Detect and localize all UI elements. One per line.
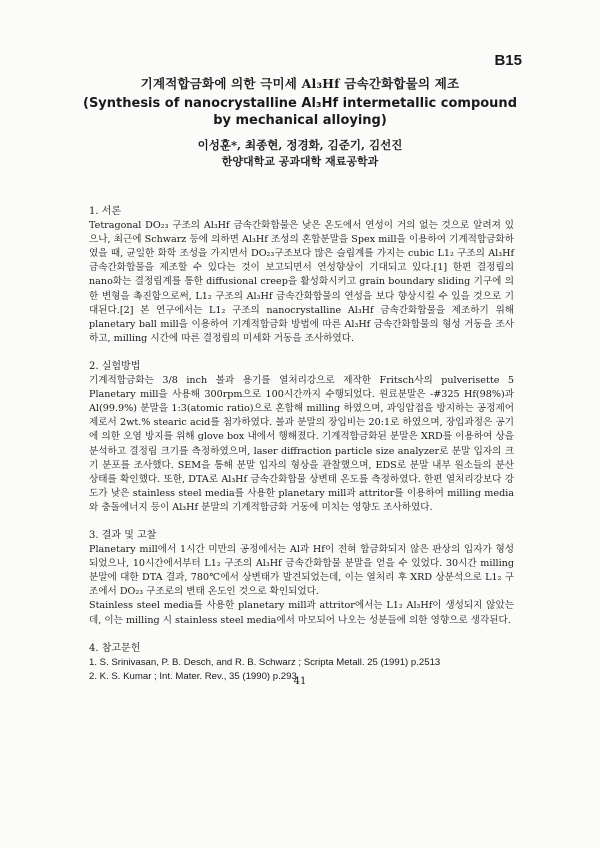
affiliation: 한양대학교 공과대학 재료공학과 xyxy=(221,155,379,168)
section-heading: 3. 결과 및 고찰 xyxy=(89,529,157,541)
page-number: 41 xyxy=(293,676,307,687)
paragraph: 기계적합금화는 3/8 inch 볼과 용기를 열처리강으로 제작한 Fritsch사의 pulverisette 5 Planetary mill을 사용해 300rpm으로 100시간까지 수행되었다. 원료분말은 -#325 Hf(98%)과 Al(99.9%) 분말을 1:3(atomic ratio)으로 혼합해 milling 하였으며, 과잉압접을 방지하는 공정제어제로서 2wt.% stearic acid를 첨가하였다. 볼과 분말의 장입비는 20:1로 하였으며, 장입과정은 공기에 의한 오염 방지를 위해 glove box 내에서 행해졌다. 기계적합금화된 분말은 XRD를 이용하여 상을 분석하고 결정립 크기를 측정하였으며, laser diffraction particle size analyzer로 분말 입자의 크기 분포를 조사했다. SEM을 통해 분말 입자의 형상을 관찰했으며, EDS로 분말 내부 원소들의 분산 상태를 확인했다. 또한, DTA로 Al₃Hf 금속간화합물 상변태 온도를 측정하였다. 한편 열처리강보다 강도가 낮은 stainless steel media를 사용한 planetary mill과 attritor를 이용하여 milling media와 충돌에너지 등이 Al₃Hf 분말의 기계적합금화 거동에 미치는 영향도 조사하였다. xyxy=(89,375,514,513)
paragraph: Planetary mill에서 1시간 미만의 공정에서는 Al과 Hf이 전혀 합금화되지 않은 판상의 입자가 형성되었으나, 10시간에서부터 L1₂ 구조의 Al₃Hf 금속간화합물 분말을 얻을 수 있었다. 30시간 milling 분말에 대한 DTA 결과, 780℃에서 상변태가 발견되었는데, 이는 열처리 후 XRD 상분석으로 L1₂ 구조에서 DO₂₃ 구조로의 변태 온도인 것으로 확인되었다. xyxy=(89,544,515,598)
section-heading: 2. 실험방법 xyxy=(89,360,141,372)
paper-body xyxy=(89,205,514,684)
paragraph: Tetragonal DO₂₃ 구조의 Al₃Hf 금속간화합물은 낮은 온도에서 연성이 거의 없는 것으로 알려져 있으나, 최근에 Schwarz 등에 의하면 Al₃Hf 조성의 혼합분말을 Spex mill을 이용하여 기계적합금화하였을 때, 균일한 화학 조성을 가지면서 DO₂₃구조보다 많은 슬립계를 가지는 cubic L1₂ 구조의 Al₃Hf 금속간화합물을 제조할 수 있다는 것이 보고되면서 연성향상이 기대되고 있다.[1] 한편 결정립의 nano화는 결정립계를 통한 diffusional creep을 활성화시키고 grain boundary sliding 기구에 의한 변형을 촉진함으로써, L1₂ 구조의 Al₃Hf 금속간화합물의 연성을 보다 향상시킬 수 있을 것으로 기대된다.[2] 본 연구에서는 L1₂ 구조의 nanocrystalline Al₃Hf 금속간화합물을 제조하기 위해 planetary ball mill을 이용하여 기계적합금화 방법에 따른 Al₃Hf 금속간화합물의 형성 거동을 조사하고, milling 시간에 따른 결정립의 미세화 거동을 조사하였다. xyxy=(89,220,514,344)
section-heading: 1. 서론 xyxy=(89,206,122,217)
section-results xyxy=(89,529,514,628)
title-block xyxy=(0,74,600,129)
korean-title: 기계적합금화에 의한 극미세 Al₃Hf 금속간화합물의 제조 xyxy=(140,76,460,91)
reference-item: 1. S. Srinivasan, P. B. Desch, and R. B. Schwarz ; Scripta Metall. 25 (1991) p.2513 xyxy=(89,656,441,668)
english-title-line-1: (Synthesis of nanocrystalline Al₃Hf intermetallic compound xyxy=(83,96,517,111)
section-methods xyxy=(89,360,514,515)
section-heading: 4. 참고문헌 xyxy=(89,642,141,654)
authors: 이성훈*, 최종현, 정경화, 김준기, 김선진 xyxy=(197,138,403,152)
section-introduction xyxy=(89,205,514,346)
english-title-line-2: by mechanical alloying) xyxy=(213,113,387,128)
page-code: B15 xyxy=(494,52,522,69)
reference-item: 2. K. S. Kumar ; Int. Mater. Rev., 35 (1990) p.293 xyxy=(89,670,297,682)
paragraph: Stainless steel media를 사용한 planetary mill과 attritor에서는 L1₂ Al₃Hf이 생성되지 않았는데, 이는 milling 시 stainless steel media에서 마모되어 나오는 성분들에 의한 영향으로 생각된다. xyxy=(89,600,514,626)
